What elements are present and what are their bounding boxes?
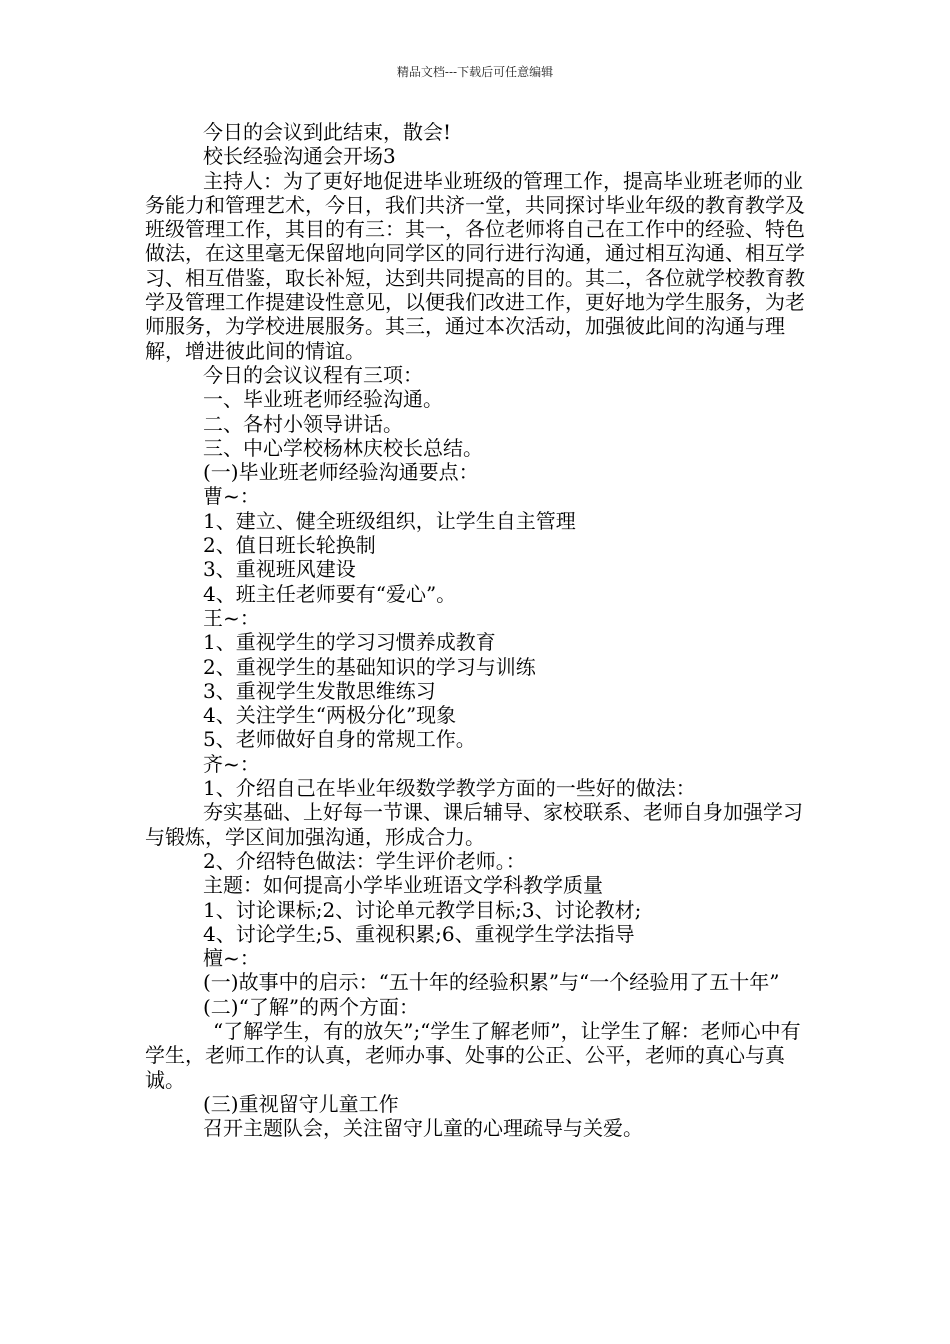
paragraph-left-behind: (三)重视留守儿童工作: [203, 1091, 399, 1116]
paragraph-understanding-detail: “了解学生，有的放矢”;“学生了解老师”，让学生了解：老师心中有学生，老师工作的认真，老师办事、处事的公正、公平，老师的真心与真诚。: [145, 1018, 801, 1092]
speaker-wang: 王~：: [203, 605, 260, 630]
page-header: 精品文档---下载后可任意编辑: [396, 65, 554, 79]
paragraph-story: (一)故事中的启示：“五十年的经验积累”与“一个经验用了五十年”: [203, 970, 780, 995]
topic-line: 主题：如何提高小学毕业班语文学科教学质量: [203, 873, 603, 898]
list-item: 2、重视学生的基础知识的学习与训练: [203, 654, 536, 679]
list-item: 1、介绍自己在毕业年级数学教学方面的一些好的做法：: [203, 776, 696, 801]
list-item: 1、重视学生的学习习惯养成教育: [203, 630, 496, 655]
list-item: 3、重视班风建设: [203, 557, 356, 582]
list-item: 1、建立、健全班级组织，让学生自主管理: [203, 508, 576, 533]
list-item: 2、值日班长轮换制: [203, 533, 376, 558]
paragraph-host-speech: 主持人：为了更好地促进毕业班级的管理工作，提高毕业班老师的业务能力和管理艺术，今日，我们共济一堂，共同探讨毕业年级的教育教学及班级管理工作，其目的有三：其一，各位老师将自己在工作中的经验、特色做法，在这里毫无保留地向同学区的同行进行沟通，通过相互沟通、相互学习、相互借鉴，取长补短，达到共同提高的目的。其二，各位就学校教育教学及管理工作提建设性意见，以便我们改进工作，更好地为学生服务，为老师服务，为学校进展服务。其三，通过本次活动，加强彼此间的沟通与理解，增进彼此间的情谊。: [145, 168, 805, 363]
speaker-cao: 曹~：: [203, 484, 260, 509]
list-item: 5、老师做好自身的常规工作。: [203, 727, 476, 752]
speaker-qi: 齐~：: [203, 751, 260, 776]
subsection-heading: (一)毕业班老师经验沟通要点：: [203, 460, 479, 485]
agenda-item-3: 三、中心学校杨林庆校长总结。: [203, 435, 483, 460]
document-body: [145, 120, 810, 1140]
list-item: 4、班主任老师要有“爱心”。: [203, 581, 457, 606]
paragraph-understanding: (二)“了解”的两个方面：: [203, 994, 420, 1019]
list-item: 4、关注学生“两极分化”现象: [203, 703, 457, 728]
paragraph-team-meeting: 召开主题队会，关注留守儿童的心理疏导与关爱。: [203, 1116, 643, 1141]
paragraph-agenda-intro: 今日的会议议程有三项：: [203, 362, 423, 387]
agenda-item-2: 二、各村小领导讲话。: [203, 411, 403, 436]
list-item: 4、讨论学生;5、重视积累;6、重视学生学法指导: [203, 921, 635, 946]
speaker-tan: 檀~：: [203, 946, 260, 971]
list-item: 2、介绍特色做法：学生评价老师。：: [203, 848, 526, 873]
paragraph-meeting-close: 今日的会议到此结束，散会!: [203, 120, 452, 144]
paragraph-practices: 夯实基础、上好每一节课、课后辅导、家校联系、老师自身加强学习与锻炼，学区间加强沟通，形成合力。: [145, 800, 803, 849]
section-title: 校长经验沟通会开场3: [203, 144, 396, 169]
agenda-item-1: 一、毕业班老师经验沟通。: [203, 387, 443, 412]
list-item: 3、重视学生发散思维练习: [203, 678, 436, 703]
list-item: 1、讨论课标;2、讨论单元教学目标;3、讨论教材;: [203, 897, 642, 922]
